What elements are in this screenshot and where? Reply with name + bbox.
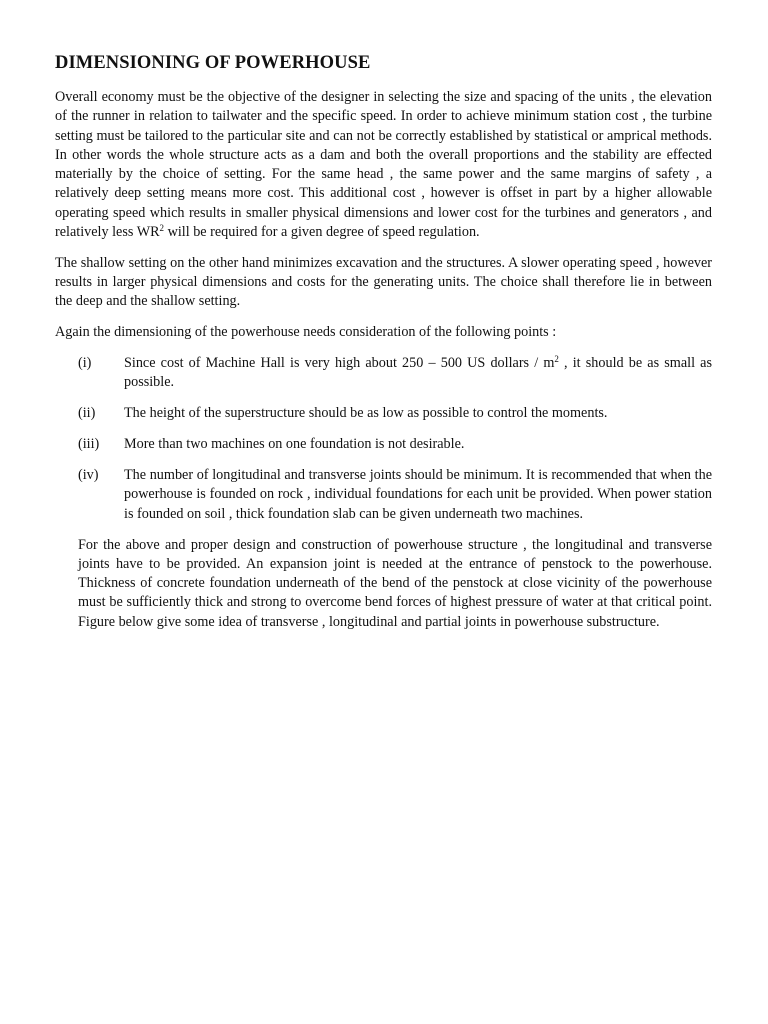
list-item-text-part: Since cost of Machine Hall is very high about 250 – 500 US dollars / m [124, 355, 555, 372]
list-item-number: (i) [78, 355, 92, 372]
paragraph-text: will be required for a given degree of speed regulation. [164, 224, 480, 241]
list-item-text [124, 354, 712, 393]
superscript: 2 [159, 223, 165, 234]
list-item-number: (iv) [78, 467, 99, 484]
paragraph-joints: For the above and proper design and construction of powerhouse structure , the longitudinal and transverse joints have to be provided. An expansion joint is needed at the entrance of penstock to the powerhouse. Thickness of concrete foundation underneath of the bend of the penstock at close vicinity of the powerhouse must be sufficiently thick and strong to overcome bend forces of highest pressure of water at that critical point. Figure below give some idea of transverse , longitudinal and partial joints in powerhouse substructure. [78, 536, 712, 630]
paragraph-overall-economy [55, 88, 712, 242]
superscript: 2 [554, 354, 559, 365]
list-item-text-part: , it should be as small as possible. [124, 355, 712, 391]
list-item-text: The number of longitudinal and transverse joints should be minimum. It is recommended that when the powerhouse is founded on rock , individual foundations for each unit be provided. When power station is founded on soil , thick foundation slab can be given underneath two machines. [124, 467, 712, 522]
list-item [55, 404, 712, 423]
points-list [55, 354, 712, 524]
list-item-text: The height of the superstructure should be as low as possible to control the moments. [124, 405, 608, 422]
list-item-number: (ii) [78, 405, 96, 422]
list-item [55, 354, 712, 393]
list-item [55, 435, 712, 454]
document-title: DIMENSIONING OF POWERHOUSE [55, 53, 371, 73]
paragraph-text: Overall economy must be the objective of the designer in selecting the size and spacing of the units , the elevation of the runner in relation to tailwater and the specific speed. In order to achieve minimum station cost , the turbine setting must be tailored to the particular site and can not be correctly established by statistical or amprical methods. In other words the whole structure acts as a dam and both the overall proportions and the stability are effected materially by the choice of setting. For the same head , the same power and the same margins of safety , a relatively deep setting means more cost. This additional cost , however is offset in part by a higher allowable operating speed which results in smaller physical dimensions and lower cost for the turbines and generators , and relatively less WR [55, 89, 712, 241]
list-item-text: More than two machines on one foundation is not desirable. [124, 436, 465, 453]
paragraph-points-intro: Again the dimensioning of the powerhouse needs consideration of the following points : [55, 324, 557, 341]
list-item-number: (iii) [78, 436, 100, 453]
paragraph-shallow-setting: The shallow setting on the other hand minimizes excavation and the structures. A slower operating speed , however results in larger physical dimensions and costs for the generating units. The choice shall therefore lie in between the deep and the shallow setting. [55, 254, 712, 310]
list-item [55, 466, 712, 524]
document-page [55, 52, 712, 644]
